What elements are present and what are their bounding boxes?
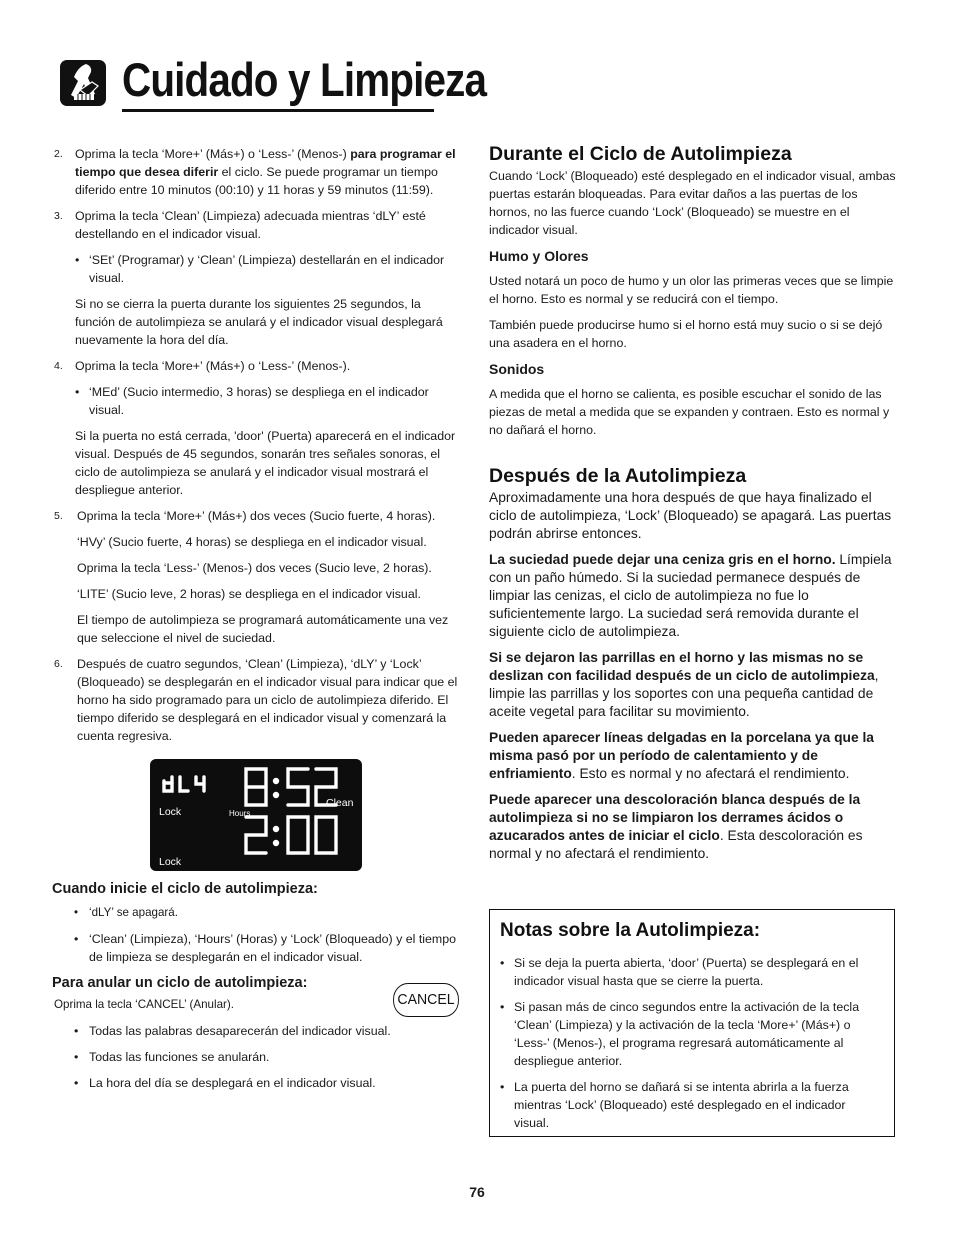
segment-display-icon (150, 759, 362, 871)
after-cleaning-paragraph: Pueden aparecer líneas delgadas en la porcelana ya que la misma pasó por un período de calentamiento y de enfriamiento. Esto es normal y no afectará el rendimiento. (489, 730, 874, 781)
during-cycle-text: Cuando ‘Lock’ (Bloqueado) esté desplegado en el indicador visual, ambas puertas estarán bloqueadas. Para evitar daños a las puertas de los hornos, no las fuerce cuando ‘Lock’ (Bloqueado) se muestre en el indicador visual. (489, 169, 896, 237)
smoke-text: Usted notará un poco de humo y un olor las primeras veces que se limpie el horno. Esto es normal y se reducirá con el tiempo. (489, 274, 894, 306)
note-item: • Si se deja la puerta abierta, ‘door’ (Puerta) se desplegará en el indicador visual hasta que se cierre la puerta. (500, 954, 882, 990)
start-bullet: • ‘dLY’ se apagará. (52, 904, 462, 922)
step-5-note: El tiempo de autolimpieza se programará automáticamente una vez que seleccione el nivel de suciedad. (77, 613, 449, 645)
title-underline (122, 109, 434, 112)
after-cleaning-paragraph: La suciedad puede dejar una ceniza gris en el horno. Límpiela con un paño húmedo. Si la suciedad permanece después de limpiar las cenizas, el ciclo de autolimpieza no fue lo suficientemente largo. La suciedad será removida durante el siguiente ciclo de autolimpieza. (489, 552, 892, 639)
start-bullet: • ‘Clean’ (Limpieza), ‘Hours’ (Horas) y ‘Lock’ (Bloqueado) y el tiempo de limpieza se desplegarán en el indicador visual. (52, 930, 462, 966)
after-cleaning-paragraph: Si se dejaron las parrillas en el horno y las mismas no se deslizan con facilidad después de un ciclo de autolimpieza, limpie las parrillas y los soportes con una pequeña cantidad de aceite vegetal para facilitar su movimiento. (489, 650, 879, 719)
step-4: 4. Oprima la tecla ‘More+’ (Más+) o ‘Less-’ (Menos-). (54, 359, 351, 373)
cancel-button[interactable]: CANCEL (393, 983, 459, 1017)
step-4-note: Si la puerta no está cerrada, 'door' (Puerta) aparecerá en el indicador visual. Después de 45 segundos, sonarán tres señales sonoras, el ciclo de autolimpieza se anulará y el indicador visual mostrará el despliegue anterior. (75, 429, 456, 497)
step-3: 3. Oprima la tecla ‘Clean’ (Limpieza) adecuada mientras ‘dLY’ esté destellando en el indicador visual. (54, 209, 426, 241)
cancel-cycle-heading: Para anular un ciclo de autolimpieza: (52, 975, 308, 991)
lock-indicator: Lock (159, 856, 182, 868)
right-column (489, 143, 897, 871)
clean-indicator: Clean (326, 797, 354, 809)
step-5: 5. Oprima la tecla ‘More+’ (Más+) dos veces (Sucio fuerte, 4 horas). (54, 509, 436, 523)
step-6: 6. Después de cuatro segundos, ‘Clean’ (Limpieza), ‘dLY’ y ‘Lock’ (Bloqueado) se desplegarán en el indicador visual para indicar que el horno ha sido programado para un ciclo de autolimpieza diferido. El tiempo diferido se desplegará en el indicador visual y comenzará la cuenta regresiva. (54, 657, 458, 743)
cancel-intro: Oprima la tecla ‘CANCEL’ (Anular). (54, 998, 234, 1011)
sounds-text: A medida que el horno se calienta, es posible escuchar el sonido de las piezas de metal a medida que se expanden y contraen. Esto es normal y no dañará el horno. (489, 387, 890, 437)
self-clean-notes-box (489, 909, 895, 1137)
sounds-heading: Sonidos (489, 361, 545, 377)
smoke-heading: Humo y Olores (489, 248, 589, 264)
note-item: • Si pasan más de cinco segundos entre la activación de la tecla ‘Clean’ (Limpieza) y la activación de la tecla ‘More+’ (Más+) o ‘Less-’ (Menos-), el programa regresará automáticamente al despliegue anterior. (500, 998, 882, 1070)
after-cleaning-paragraph: Puede aparecer una descoloración blanca después de la autolimpieza si no se limpiaron los derrames ácidos o azucarados antes de iniciar el ciclo. Esta descoloración es normal y no afectará el rendimiento. (489, 792, 863, 861)
step-4-bullet: • ‘MEd’ (Sucio intermedio, 3 horas) se despliega en el indicador visual. (52, 383, 462, 419)
cancel-bullet: • Todas las palabras desaparecerán del indicador visual. (52, 1022, 462, 1040)
cancel-bullet: • Todas las funciones se anularán. (52, 1048, 462, 1066)
page-title: Cuidado y Limpieza (122, 53, 487, 106)
note-item: • La puerta del horno se dañará si se intenta abrirla a la fuerza mientras ‘Lock’ (Bloqueado) esté desplegado en el indicador visual. (500, 1078, 882, 1132)
start-cycle-heading: Cuando inicie el ciclo de autolimpieza: (52, 881, 318, 897)
during-cycle-heading: Durante el Ciclo de Autolimpieza (489, 143, 792, 165)
oven-display-panel (150, 759, 362, 871)
step-5-note: Oprima la tecla ‘Less-’ (Menos-) dos veces (Sucio leve, 2 horas). (77, 561, 432, 575)
page-number: 76 (469, 1184, 485, 1200)
after-cleaning-text: Aproximadamente una hora después de que haya finalizado el ciclo de autolimpieza, ‘Lock’ (Bloqueado) se apagará. Las puertas podrán abrirse entonces. (489, 490, 892, 541)
left-column (52, 145, 462, 1100)
smoke-text: También puede producirse humo si el horno está muy sucio o si se dejó una asadera en el horno. (489, 318, 883, 350)
hours-indicator: Hours (229, 809, 251, 818)
after-cleaning-heading: Después de la Autolimpieza (489, 465, 747, 487)
notes-heading: Notas sobre la Autolimpieza: (500, 920, 761, 941)
step-5-note: ‘HVy’ (Sucio fuerte, 4 horas) se despliega en el indicador visual. (77, 535, 427, 549)
step-3-bullet: • ‘SEt’ (Programar) y ‘Clean’ (Limpieza) destellarán en el indicador visual. (52, 251, 462, 287)
cleaning-figure-icon (58, 54, 110, 110)
step-5-note: ‘LITE’ (Sucio leve, 2 horas) se despliega en el indicador visual. (77, 587, 421, 601)
step-2: 2. Oprima la tecla ‘More+’ (Más+) o ‘Less-’ (Menos-) para programar el tiempo que desea diferir el ciclo. Se puede programar un tiempo diferido entre 10 minutos (00:10) y 11 horas y 59 minutos (11:59). (54, 147, 456, 197)
lock-indicator: Lock (159, 806, 182, 818)
step-3-note: Si no se cierra la puerta durante los siguientes 25 segundos, la función de autolimpieza se anulará y el indicador visual desplegará nuevamente la hora del día. (75, 297, 443, 347)
cancel-bullet: • La hora del día se desplegará en el indicador visual. (52, 1074, 462, 1092)
